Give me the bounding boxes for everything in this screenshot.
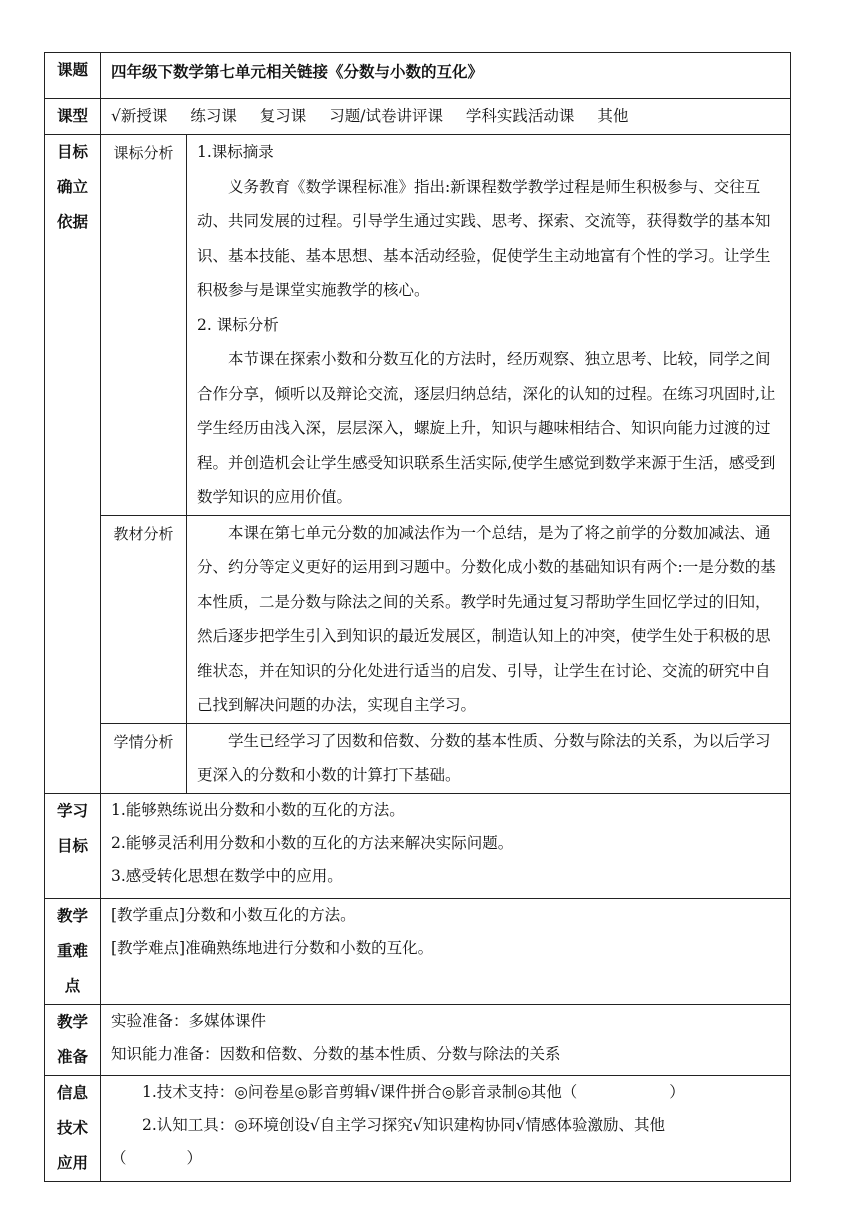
curriculum-paragraph-2: 本节课在探索小数和分数互化的方法时，经历观察、独立思考、比较，同学之间合作分享，倾听以及辩论交流，逐层归纳总结，深化的认知的过程。在练习巩固时,让学生经历由浅入深，层层深入，螺旋上升，知识与趣味相结合、知识向能力过渡的过程。并创造机会让学生感受知识联系生活实际,使学生感觉到数学来源于生活，感受到数学知识的应用价值。 — [197, 350, 776, 506]
learners-content — [187, 723, 791, 793]
objectives-label: 学习 目标 — [45, 793, 101, 898]
curriculum-heading-2: 2. 课标分析 — [197, 315, 279, 334]
prep-knowledge: 知识能力准备：因数和倍数、分数的基本性质、分数与除法的关系 — [111, 1044, 561, 1063]
it-content — [101, 1075, 791, 1181]
title-label: 课题 — [45, 53, 101, 99]
textbook-content — [187, 515, 791, 723]
type-option-other: 其他 — [597, 107, 629, 125]
row-preparation — [45, 1004, 791, 1075]
objective-item: 3.感受转化思想在数学中的应用。 — [111, 866, 343, 885]
row-objectives — [45, 793, 791, 898]
it-tech-support: 1.技术支持：◎问卷星◎影音剪辑√课件拼合◎影音录制◎其他（ ） — [142, 1082, 685, 1101]
objectives-list — [101, 793, 791, 898]
it-cognitive-tools: 2.认知工具：◎环境创设√自主学习探究√知识建构协同√情感体验激励、其他 — [142, 1115, 665, 1134]
row-keypoints — [45, 898, 791, 1004]
type-label: 课型 — [45, 99, 101, 135]
type-options — [101, 99, 791, 135]
type-option-exercise: 习题/试卷讲评课 — [329, 107, 443, 125]
it-label: 信息 技术 应用 — [45, 1075, 101, 1181]
preparation-label: 教学 准备 — [45, 1004, 101, 1075]
title-value: 四年级下数学第七单元相关链接《分数与小数的互化》 — [101, 53, 791, 99]
type-option-practice: 练习课 — [190, 107, 237, 125]
row-curriculum — [45, 135, 791, 516]
prep-experiment: 实验准备：多媒体课件 — [111, 1011, 267, 1030]
basis-label: 目标 确立 依据 — [45, 135, 101, 794]
row-textbook — [45, 515, 791, 723]
row-title — [45, 53, 791, 99]
curriculum-paragraph-1: 义务教育《数学课程标准》指出:新课程数学教学过程是师生积极参与、交往互动、共同发展的过程。引导学生通过实践、思考、探索、交流等，获得数学的基本知识、基本技能、基本思想、基本活动经验，促使学生主动地富有个性的学习。让学生积极参与是课堂实施教学的核心。 — [197, 177, 771, 299]
type-option-activity: 学科实践活动课 — [465, 107, 575, 125]
learners-paragraph: 学生已经学习了因数和倍数、分数的基本性质、分数与除法的关系，为以后学习更深入的分数和小数的计算打下基础。 — [197, 731, 771, 784]
row-it-application — [45, 1075, 791, 1181]
keypoints-content — [101, 898, 791, 1004]
learners-label: 学情分析 — [101, 723, 187, 793]
objective-item: 2.能够灵活利用分数和小数的互化的方法来解决实际问题。 — [111, 833, 514, 852]
textbook-paragraph: 本课在第七单元分数的加减法作为一个总结，是为了将之前学的分数加减法、通分、约分等定义更好的运用到习题中。分数化成小数的基础知识有两个:一是分数的基本性质，二是分数与除法之间的关系。教学时先通过复习帮助学生回忆学过的旧知，然后逐步把学生引入到知识的最近发展区，制造认知上的冲突，使学生处于积极的思维状态，并在知识的分化处进行适当的启发、引导，让学生在讨论、交流的研究中自己找到解决问题的办法，实现自主学习。 — [197, 523, 776, 714]
type-option-review: 复习课 — [259, 107, 307, 125]
row-learners — [45, 723, 791, 793]
difficult-point: [教学难点]准确熟练地进行分数和小数的互化。 — [111, 938, 434, 957]
keypoints-label: 教学 重难 点 — [45, 898, 101, 1004]
curriculum-content — [187, 135, 791, 516]
it-other-blank: （ ） — [111, 1148, 203, 1167]
key-point: [教学重点]分数和小数互化的方法。 — [111, 905, 356, 924]
objective-item: 1.能够熟练说出分数和小数的互化的方法。 — [111, 800, 405, 819]
type-option-new: √新授课 — [111, 107, 168, 125]
preparation-content — [101, 1004, 791, 1075]
curriculum-label: 课标分析 — [101, 135, 187, 516]
textbook-label: 教材分析 — [101, 515, 187, 723]
curriculum-heading-1: 1.课标摘录 — [197, 143, 274, 161]
lesson-plan-table — [44, 52, 791, 1182]
row-type — [45, 99, 791, 135]
